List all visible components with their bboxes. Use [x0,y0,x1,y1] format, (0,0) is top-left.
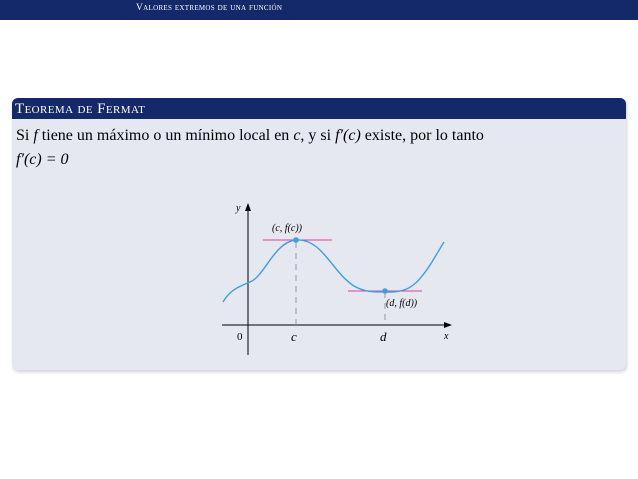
statement-text: Si [16,127,34,144]
local-min-point [382,288,388,294]
slide-header-title: Valores extremos de una función [136,3,283,13]
max-point-label: (c, f(c)) [272,223,302,234]
statement-text: existe, por lo tanto [360,127,484,144]
theorem-block [12,98,626,370]
slide-header [0,0,638,20]
local-max-point [293,237,299,243]
d-axis-label: d [380,329,387,344]
x-axis-arrow [444,322,452,328]
function-curve [223,240,444,302]
derivative-f-prime-c: f′(c) [335,127,361,144]
theorem-title: Teorema de Fermat [12,98,626,119]
fermat-figure [205,195,465,357]
min-point-label: (d, f(d)) [386,298,418,309]
statement-text: , y si [300,127,336,144]
statement-text: tiene un máximo o un mínimo local en [37,127,294,144]
var-f: f [33,127,38,144]
origin-label: 0 [237,331,243,343]
fermat-equation: f′(c) = 0 [16,151,69,168]
var-c: c [293,127,301,144]
y-axis-label: y [236,203,241,214]
y-axis-arrow [245,203,251,211]
c-axis-label: c [291,329,297,344]
theorem-statement [12,119,616,172]
x-axis-label: x [444,331,449,342]
